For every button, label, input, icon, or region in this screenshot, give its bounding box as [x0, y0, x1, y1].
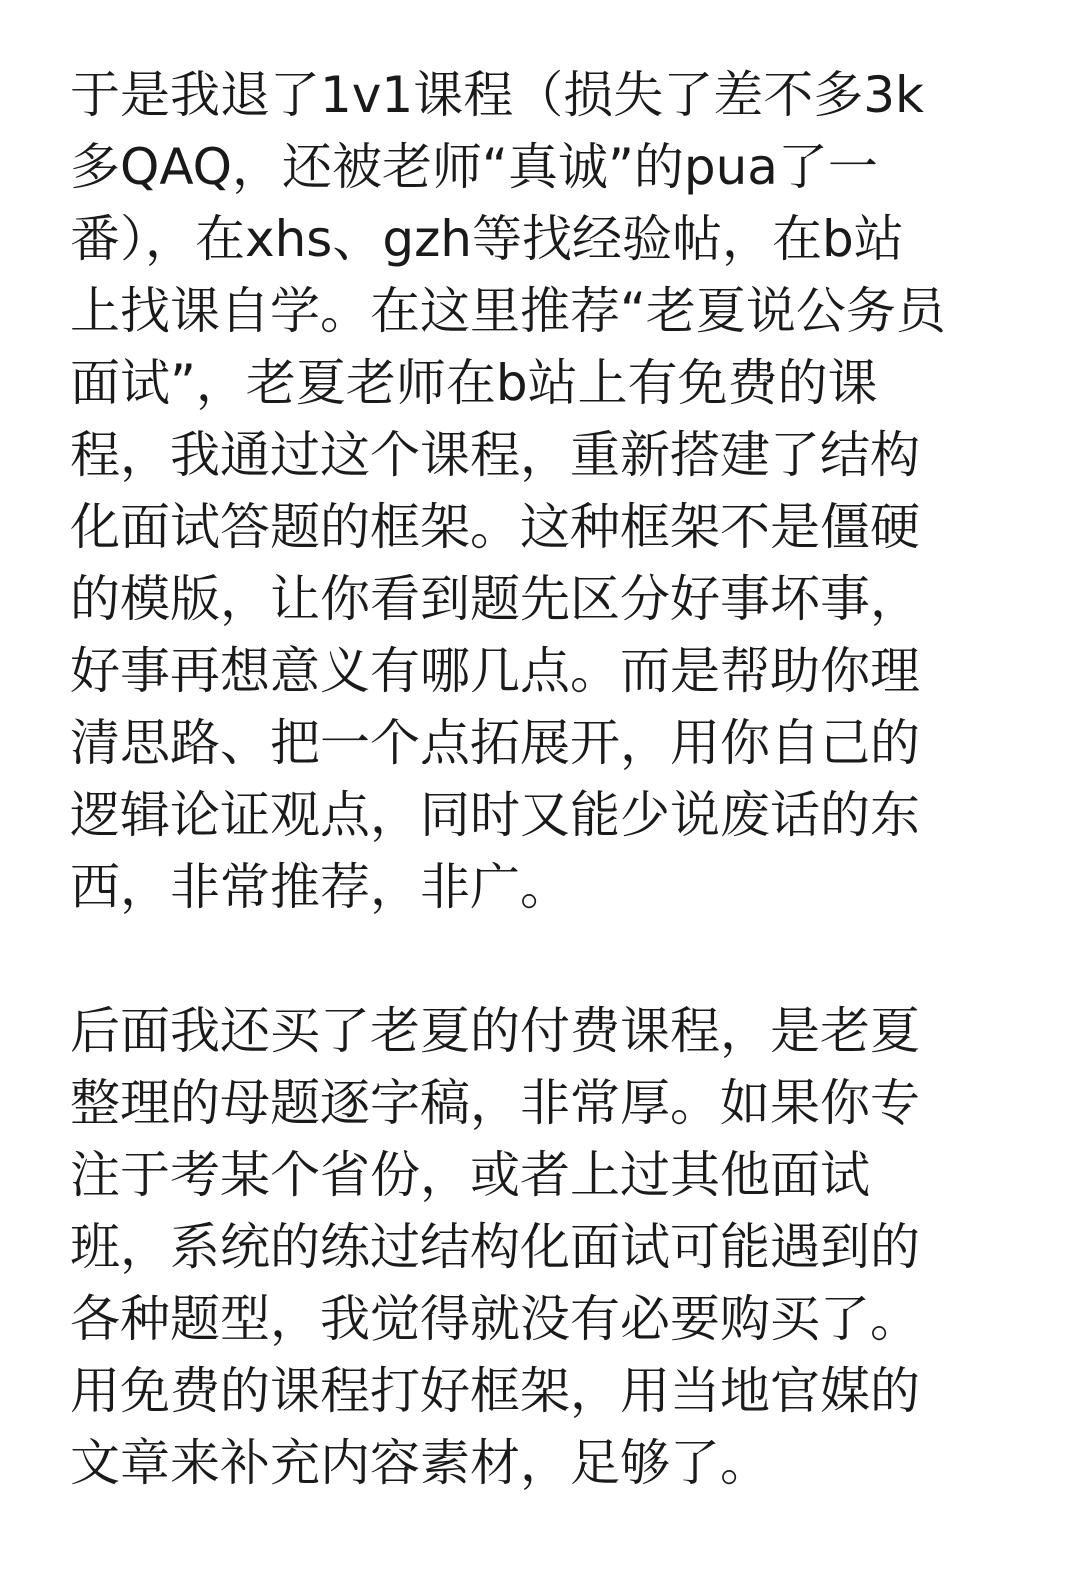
text-line: 于是我退了1v1课程（损失了差不多3k	[70, 66, 924, 124]
text-line: 注于考某个省份，或者上过其他面试	[70, 1146, 870, 1204]
text-line: 各种题型，我觉得就没有必要购买了。	[70, 1290, 920, 1348]
text-line: 文章来补充内容素材，足够了。	[70, 1434, 770, 1492]
text-line: 面试”，老夏老师在b站上有免费的课	[70, 354, 878, 412]
text-line: 清思路、把一个点拓展开，用你自己的	[70, 714, 920, 772]
text-line: 多QAQ，还被老师“真诚”的pua了一	[70, 138, 878, 196]
text-line: 的模版，让你看到题先区分好事坏事，	[70, 570, 920, 628]
text-line: 上找课自学。在这里推荐“老夏说公务员	[70, 282, 946, 340]
text-line: 整理的母题逐字稿，非常厚。如果你专	[70, 1074, 920, 1132]
paragraph-1	[70, 59, 1010, 923]
text-line: 后面我还买了老夏的付费课程，是老夏	[70, 1002, 920, 1060]
text-line: 好事再想意义有哪几点。而是帮助你理	[70, 642, 920, 700]
text-line: 西，非常推荐，非广。	[70, 858, 570, 916]
text-line: 用免费的课程打好框架，用当地官媒的	[70, 1362, 920, 1420]
text-line: 程，我通过这个课程，重新搭建了结构	[70, 426, 920, 484]
article-body	[70, 59, 1010, 1499]
text-line: 逻辑论证观点，同时又能少说废话的东	[70, 786, 920, 844]
text-line: 化面试答题的框架。这种框架不是僵硬	[70, 498, 920, 556]
paragraph-gap	[70, 923, 1010, 995]
text-line: 班，系统的练过结构化面试可能遇到的	[70, 1218, 920, 1276]
paragraph-2	[70, 995, 1010, 1499]
text-line: 番），在xhs、gzh等找经验帖，在b站	[70, 210, 904, 268]
